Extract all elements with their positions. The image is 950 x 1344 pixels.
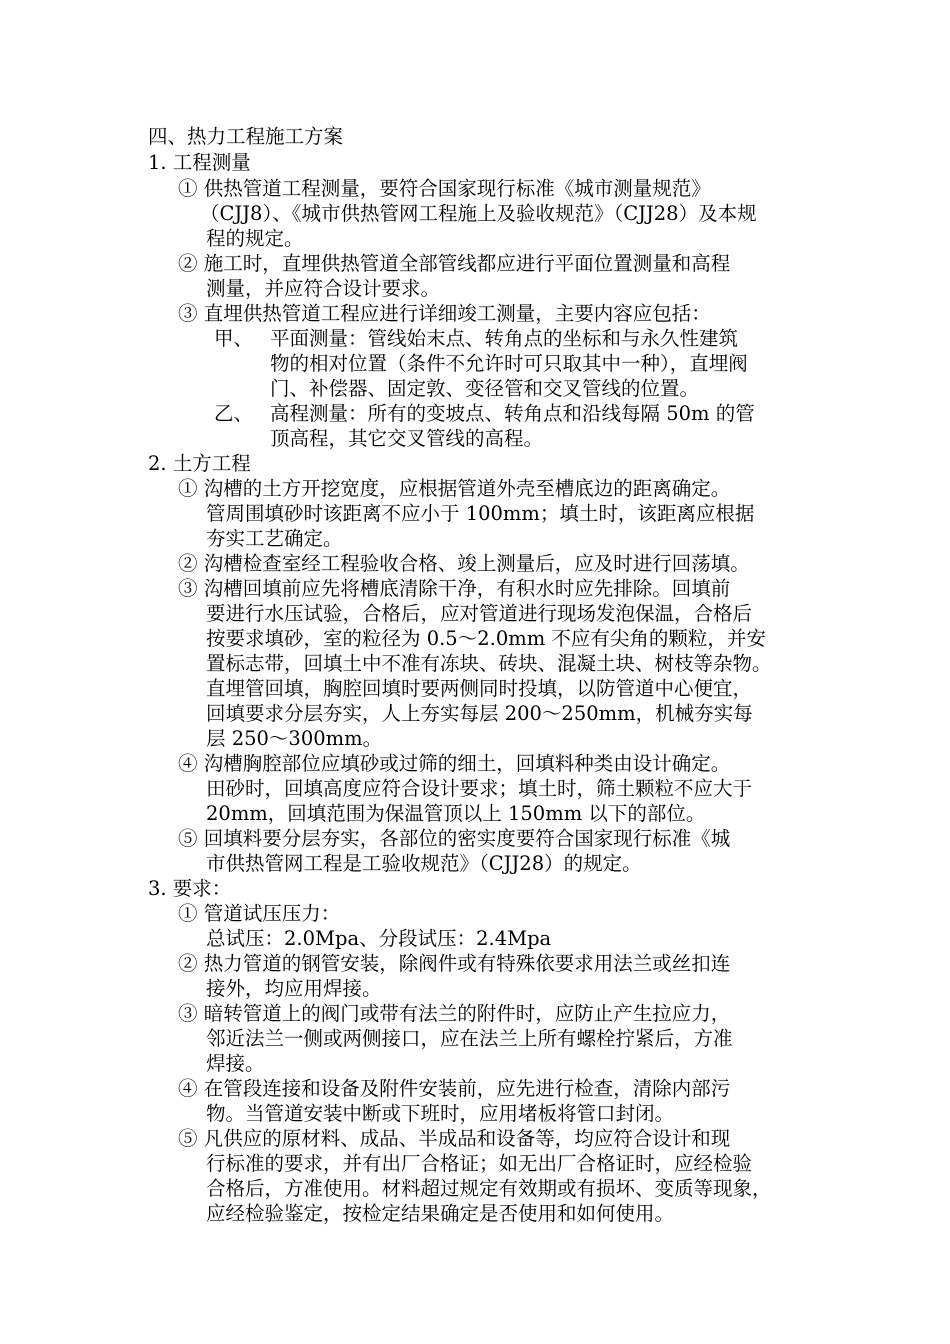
paragraph-line: 田砂时，回填高度应符合设计要求；填土时，筛土颗粒不应大于: [206, 777, 753, 800]
paragraph-line: ⑤ 回填料要分层夯实，各部位的密实度要符合国家现行标准《城: [178, 827, 731, 850]
paragraph-line: 市供热管网工程是工验收规范》（CJJ28）的规定。: [206, 852, 642, 875]
paragraph-line: ② 沟槽检查室经工程验收合格、竣上测量后，应及时进行回荡填。: [178, 552, 750, 575]
paragraph-line: ③ 沟槽回填前应先将槽底清除干净，有积水时应先排除。回填前: [178, 577, 731, 600]
paragraph-line: ① 供热管道工程测量，要符合国家现行标准《城市测量规范》: [178, 177, 711, 200]
paragraph-line: 管周围填砂时该距离不应小于 100mm；填土时，该距离应根据: [206, 502, 755, 525]
sublist-marker: 甲、: [214, 327, 254, 350]
paragraph-line: 程的规定。: [206, 227, 304, 250]
paragraph-line: 按要求填砂，室的粒径为 0.5～2.0mm 不应有尖角的颗粒，并安: [206, 627, 766, 650]
paragraph-line: ③ 直埋供热管道工程应进行详细竣工测量，主要内容应包括：: [178, 302, 711, 325]
paragraph-line: 测量，并应符合设计要求。: [206, 277, 441, 300]
paragraph-line: 夯实工艺确定。: [206, 527, 343, 550]
paragraph-line: ① 管道试压压力：: [178, 902, 341, 925]
sublist-marker: 乙、: [214, 402, 254, 425]
paragraph-line: 接外，均应用焊接。: [206, 977, 382, 1000]
paragraph-line: ③ 暗转管道上的阀门或带有法兰的附件时，应防止产生拉应力，: [178, 1002, 731, 1025]
section-title: 1. 工程测量: [148, 151, 251, 174]
paragraph-line: 高程测量：所有的变坡点、转角点和沿线每隔 50m 的管: [270, 402, 755, 425]
section-title: 3. 要求：: [148, 877, 232, 900]
paragraph-line: 总试压：2.0Mpa、分段试压：2.4Mpa: [206, 927, 552, 950]
paragraph-line: ① 沟槽的土方开挖宽度，应根据管道外壳至槽底边的距离确定。: [178, 477, 731, 500]
paragraph-line: （CJJ8）、《城市供热管网工程施上及验收规范》（CJJ28）及本规: [200, 202, 757, 225]
paragraph-line: 顶高程，其它交叉管线的高程。: [270, 427, 544, 450]
paragraph-line: 物。当管道安装中断或下班时，应用堵板将管口封闭。: [206, 1102, 675, 1125]
section-title: 2. 土方工程: [148, 452, 251, 475]
paragraph-line: 行标准的要求，并有出厂合格证；如无出厂合格证时，应经检验: [206, 1152, 753, 1175]
paragraph-line: ② 施工时，直埋供热管道全部管线都应进行平面位置测量和高程: [178, 252, 731, 275]
paragraph-line: 直埋管回填，胸腔回填时要两侧同时投填，以防管道中心便宜，: [206, 677, 753, 700]
paragraph-line: 层 250～300mm。: [206, 727, 383, 750]
paragraph-line: 要进行水压试验，合格后，应对管道进行现场发泡保温，合格后: [206, 602, 753, 625]
paragraph-line: ④ 沟槽胸腔部位应填砂或过筛的细土，回填料种类由设计确定。: [178, 752, 731, 775]
paragraph-line: ② 热力管道的钢管安装，除阀件或有特殊依要求用法兰或丝扣连: [178, 952, 731, 975]
paragraph-line: 置标志带，回填土中不准有冻块、砖块、混凝土块、树枝等杂物。: [206, 652, 772, 675]
paragraph-line: 邻近法兰一侧或两侧接口，应在法兰上所有螺栓拧紧后，方准: [206, 1027, 733, 1050]
paragraph-line: 物的相对位置（条件不允许时可只取其中一种），直埋阀: [270, 352, 748, 375]
paragraph-line: 平面测量：管线始末点、转角点的坐标和与永久性建筑: [270, 327, 739, 350]
paragraph-line: ⑤ 凡供应的原材料、成品、半成品和设备等，均应符合设计和现: [178, 1127, 731, 1150]
paragraph-line: ④ 在管段连接和设备及附件安装前，应先进行检查，清除内部污: [178, 1077, 731, 1100]
paragraph-line: 20mm，回填范围为保温管顶以上 150mm 以下的部位。: [206, 802, 706, 825]
paragraph-line: 合格后，方准使用。材料超过规定有效期或有损坏、变质等现象，: [206, 1177, 772, 1200]
paragraph-line: 门、补偿器、固定敦、变径管和交叉管线的位置。: [270, 377, 700, 400]
paragraph-line: 应经检验鉴定，按检定结果确定是否使用和如何使用。: [206, 1202, 675, 1225]
document-heading: 四、热力工程施工方案: [148, 125, 344, 148]
paragraph-line: 焊接。: [206, 1052, 265, 1075]
paragraph-line: 回填要求分层夯实，人上夯实每层 200～250mm，机械夯实每: [206, 702, 753, 725]
